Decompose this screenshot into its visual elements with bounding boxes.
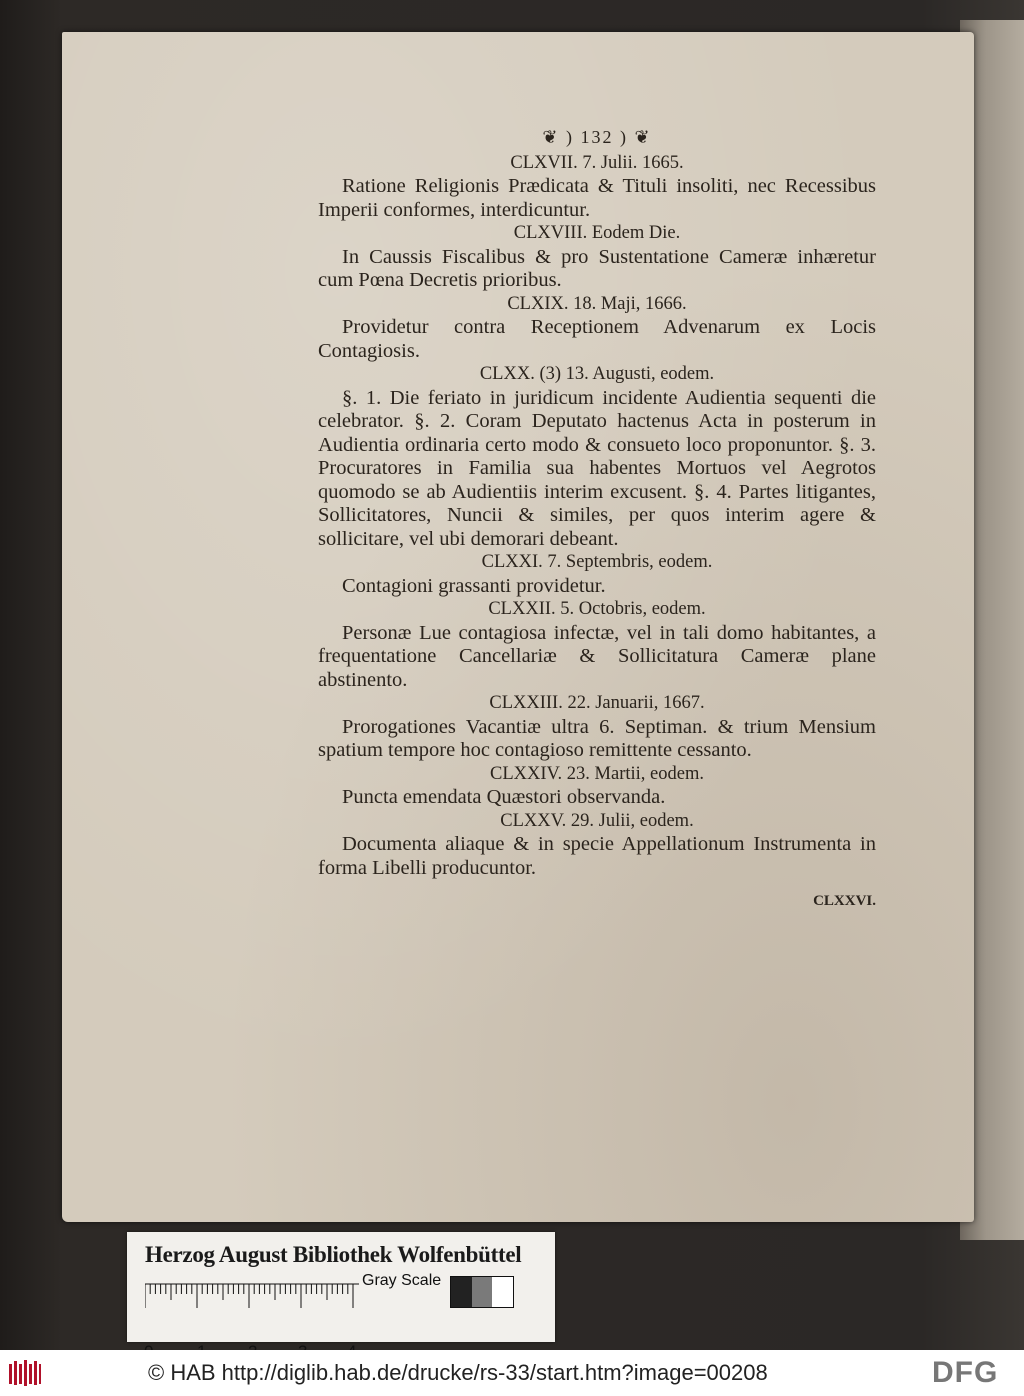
gray-scale-label: Gray Scale	[362, 1272, 442, 1289]
entry-text: §. 1. Die feriato in juridicum incidente Audientia sequenti die celebrator. §. 2. Coram Deputato hactenus Acta in posterum in Audientia ordinaria certo modo & consueto loco proponuntor. §. 3. Procuratores in Familia sua habentes Mortuos vel Aegrotos quomodo se ab Audientiis interim excusent. §. 4. Partes litigantes, Sollicitatores, Nuncii & similes, per quos interim agere & sollicitare, vel ubi demorari debeant.	[318, 386, 876, 550]
entry-heading: CLXVIII. Eodem Die.	[513, 223, 681, 243]
footer-copyright-link[interactable]: © HAB http://diglib.hab.de/drucke/rs-33/start.htm?image=00208	[148, 1360, 768, 1385]
entry-heading: CLXXII. 5. Octobris, eodem.	[488, 599, 706, 619]
catchword: CLXXVI.	[813, 893, 876, 909]
gray-scale-patches	[450, 1276, 514, 1308]
entries-list	[318, 152, 876, 881]
gray-patch	[492, 1277, 513, 1307]
gray-patch	[451, 1277, 472, 1307]
entry-heading: CLXVII. 7. Julii. 1665.	[510, 152, 684, 173]
entry-heading: CLXXIII. 22. Januarii, 1667.	[489, 693, 705, 713]
entry-text: Contagioni grassanti providetur.	[342, 574, 606, 597]
entry-heading: CLXXI. 7. Septembris, eodem.	[481, 552, 713, 572]
footer-bar	[0, 1350, 1024, 1396]
page-header: ❦ ) 132 ) ❦	[542, 127, 652, 147]
entry-heading: CLXIX. 18. Maji, 1666.	[507, 293, 687, 314]
entry-text: Prorogationes Vacantiæ ultra 6. Septiman. & trium Mensium spatium tempore hoc contagioso remittente cessanto.	[318, 715, 876, 761]
hab-logo-icon	[8, 1358, 42, 1388]
entry-text: Providetur contra Receptionem Advenarum ex Locis Contagiosis.	[318, 316, 876, 362]
entry-text: Personæ Lue contagiosa infectæ, vel in tali domo habitantes, a frequentatione Cancellariæ & Sollicitatura Cameræ plane abstinento.	[318, 621, 876, 691]
library-name: Herzog August Bibliothek Wolfenbüttel	[145, 1242, 522, 1267]
entry-heading: CLXXV. 29. Julii, eodem.	[500, 810, 694, 831]
entry-heading: CLXXIV. 23. Martii, eodem.	[490, 763, 704, 784]
gray-patch	[472, 1277, 493, 1307]
entry-text: Documenta aliaque & in specie Appellationum Instrumenta in forma Libelli producuntor.	[318, 833, 876, 879]
entry-text: Puncta emendata Quæstori observanda.	[342, 786, 666, 808]
entry-heading: CLXX. (3) 13. Augusti, eodem.	[479, 364, 715, 384]
entry-text: In Caussis Fiscalibus & pro Sustentatione Cameræ inhæretur cum Pœna Decretis prioribus.	[318, 245, 876, 291]
dfg-logo: DFG	[932, 1356, 999, 1389]
entry-text: Ratione Religionis Prædicata & Tituli insoliti, nec Recessibus Imperii conformes, interdicuntur.	[318, 175, 876, 221]
page-text	[318, 126, 876, 914]
